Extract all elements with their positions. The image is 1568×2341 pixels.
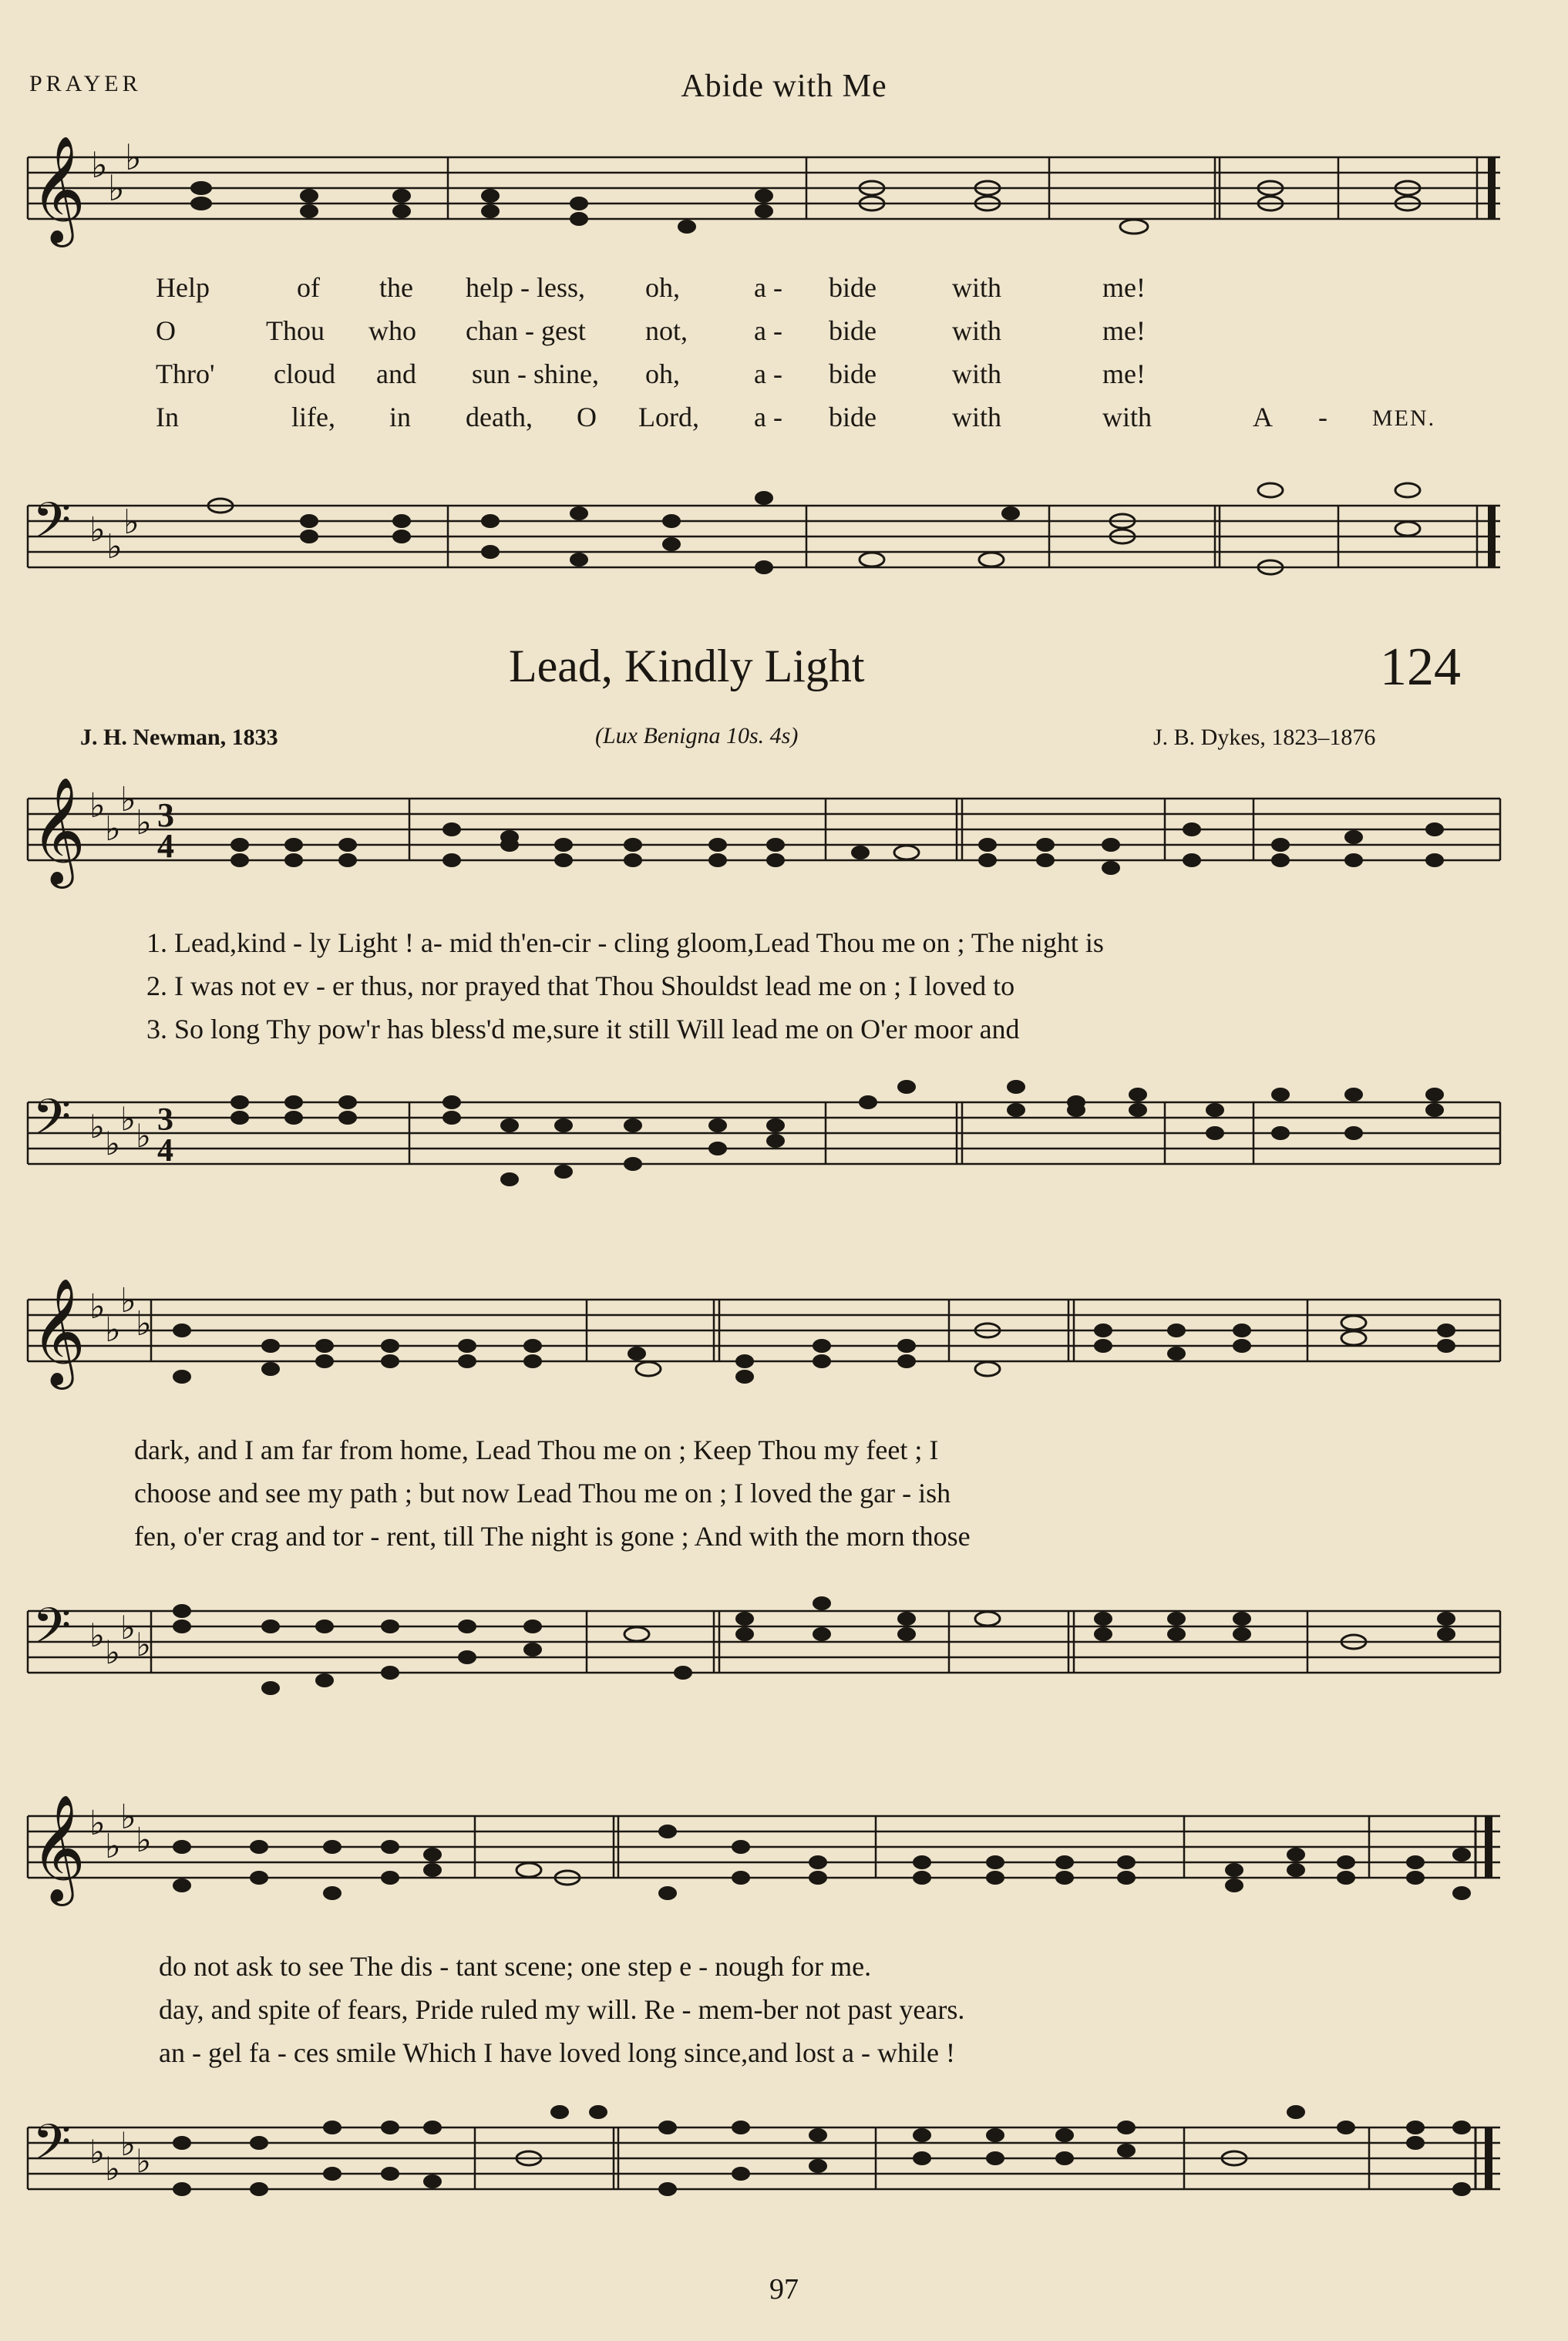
lyric-word: and bbox=[376, 358, 416, 389]
lyric-word: with bbox=[952, 402, 1002, 432]
bass-staff-lead-2 bbox=[28, 1572, 1500, 1727]
svg-text:𝄞: 𝄞 bbox=[31, 777, 86, 884]
composer-credit: J. B. Dykes, 1823–1876 bbox=[1153, 725, 1376, 750]
hymn-title-lead: Lead, Kindly Light bbox=[509, 641, 865, 691]
svg-text:♭: ♭ bbox=[123, 503, 140, 541]
svg-text:♭: ♭ bbox=[120, 1282, 136, 1320]
bass-staff-lead-3 bbox=[28, 2081, 1500, 2235]
svg-text:𝄢: 𝄢 bbox=[32, 1598, 72, 1667]
hymn-title-abide: Abide with Me bbox=[681, 69, 887, 104]
lyric-word: Thro' bbox=[156, 358, 215, 389]
tune-name: (Lux Benigna 10s. 4s) bbox=[595, 723, 799, 748]
lyric-word: me! bbox=[1102, 315, 1146, 346]
lyric-line: choose and see my path ; but now Lead Thou me on ; I loved the gar - ish bbox=[134, 1478, 951, 1509]
treble-staff-lead-3 bbox=[28, 1788, 1500, 1942]
lyric-word: who bbox=[368, 315, 416, 346]
svg-text:♭: ♭ bbox=[105, 1828, 121, 1865]
lyric-word: bide bbox=[829, 358, 877, 389]
svg-text:♭: ♭ bbox=[120, 1611, 136, 1646]
lyric-word: Thou bbox=[266, 315, 325, 346]
lyric-word: me! bbox=[1102, 272, 1146, 303]
svg-text:♭: ♭ bbox=[120, 1102, 136, 1138]
lyric-line: an - gel fa - ces smile Which I have loved long since,and lost a - while ! bbox=[159, 2037, 955, 2068]
lyric-word: bide bbox=[829, 315, 877, 346]
lyric-word: bide bbox=[829, 272, 877, 303]
lyric-word: not, bbox=[645, 315, 688, 346]
svg-text:♭: ♭ bbox=[136, 804, 152, 842]
treble-staff-lead-1 bbox=[28, 771, 1500, 925]
svg-text:♭: ♭ bbox=[125, 138, 142, 177]
lyric-word: sun - shine, bbox=[472, 358, 599, 389]
svg-text:♭: ♭ bbox=[136, 2144, 151, 2180]
svg-text:𝄞: 𝄞 bbox=[31, 136, 86, 243]
svg-text:𝄢: 𝄢 bbox=[32, 1089, 72, 1159]
lyric-word: with bbox=[952, 315, 1002, 346]
svg-text:♭: ♭ bbox=[120, 2127, 136, 2163]
lyric-word: with bbox=[952, 358, 1002, 389]
svg-text:♭: ♭ bbox=[136, 1305, 152, 1343]
page-number: 97 bbox=[769, 2273, 799, 2306]
svg-text:𝄞: 𝄞 bbox=[31, 1278, 86, 1385]
svg-text:♭: ♭ bbox=[89, 787, 106, 825]
lyric-word: Help bbox=[156, 272, 210, 303]
lyric-word: chan - gest bbox=[466, 315, 586, 346]
treble-staff-abide bbox=[28, 136, 1500, 270]
svg-text:♭: ♭ bbox=[105, 810, 121, 848]
lyric-word: a - bbox=[754, 272, 782, 303]
svg-text:♭: ♭ bbox=[105, 1311, 121, 1349]
svg-text:♭: ♭ bbox=[136, 1821, 152, 1859]
lyric-line: 1. Lead,kind - ly Light ! a- mid th'en-cir - cling gloom,Lead Thou me on ; The night is bbox=[146, 927, 1104, 958]
amen-dash: - bbox=[1318, 402, 1327, 432]
author-credit: J. H. Newman, 1833 bbox=[80, 725, 278, 750]
bass-staff-abide bbox=[28, 470, 1500, 617]
lyric-word: O bbox=[577, 402, 597, 432]
lyric-word: bide bbox=[829, 402, 877, 432]
lyric-line: do not ask to see The dis - tant scene; one step e - nough for me. bbox=[159, 1951, 872, 1982]
treble-staff-lead-2 bbox=[28, 1272, 1500, 1426]
lyric-line: 2. I was not ev - er thus, nor prayed that Thou Shouldst lead me on ; I loved to bbox=[146, 970, 1015, 1001]
svg-text:𝄢: 𝄢 bbox=[32, 493, 72, 562]
svg-text:♭: ♭ bbox=[120, 1798, 136, 1836]
svg-text:♭: ♭ bbox=[89, 1805, 106, 1842]
lyric-line: dark, and I am far from home, Lead Thou me on ; Keep Thou my feet ; I bbox=[134, 1435, 939, 1465]
svg-text:♭: ♭ bbox=[89, 2135, 105, 2171]
svg-text:♭: ♭ bbox=[108, 169, 125, 208]
svg-text:♭: ♭ bbox=[89, 1288, 106, 1326]
svg-text:♭: ♭ bbox=[105, 2152, 120, 2188]
svg-text:♭: ♭ bbox=[136, 1628, 151, 1663]
svg-text:𝄢: 𝄢 bbox=[32, 2114, 72, 2184]
lyric-word: death, bbox=[466, 402, 533, 432]
lyric-word: me! bbox=[1102, 358, 1146, 389]
svg-text:♭: ♭ bbox=[91, 146, 108, 185]
lyric-word: a - bbox=[754, 358, 782, 389]
lyric-word: life, bbox=[291, 402, 335, 432]
amen-men: MEN. bbox=[1372, 405, 1436, 431]
lyric-line: day, and spite of fears, Pride ruled my will. Re - mem-ber not past years. bbox=[159, 1994, 965, 2025]
lyric-line: fen, o'er crag and tor - rent, till The night is gone ; And with the morn those bbox=[134, 1521, 971, 1552]
lyric-word: in bbox=[389, 402, 412, 432]
hymn-number: 124 bbox=[1380, 637, 1461, 697]
svg-text:♭: ♭ bbox=[106, 528, 123, 566]
time-sig-bottom-bass: 4 bbox=[157, 1133, 173, 1169]
lyric-word: In bbox=[156, 402, 179, 432]
time-sig-bottom: 4 bbox=[157, 827, 174, 865]
lyric-word: Lord, bbox=[638, 402, 699, 432]
lyric-word: with bbox=[952, 272, 1002, 303]
lyric-word: the bbox=[379, 272, 413, 303]
lyric-word: oh, bbox=[645, 358, 680, 389]
svg-text:♭: ♭ bbox=[89, 1110, 105, 1145]
bass-staff-lead-1 bbox=[28, 1064, 1500, 1218]
lyric-word: a - bbox=[754, 402, 782, 432]
lyric-word: oh, bbox=[645, 272, 680, 303]
lyric-word: help - less, bbox=[466, 272, 585, 303]
lyric-word: O bbox=[156, 315, 176, 346]
lyric-line: 3. So long Thy pow'r has bless'd me,sure it still Will lead me on O'er moor and bbox=[146, 1014, 1020, 1044]
lyric-word: with bbox=[1102, 402, 1152, 432]
svg-text:♭: ♭ bbox=[105, 1127, 120, 1162]
lyric-word: cloud bbox=[274, 358, 335, 389]
amen-a: A bbox=[1253, 402, 1273, 432]
section-label: PRAYER bbox=[29, 71, 142, 96]
svg-text:♭: ♭ bbox=[89, 511, 106, 549]
time-sig-top-bass: 3 bbox=[157, 1102, 173, 1138]
svg-text:𝄞: 𝄞 bbox=[31, 1794, 86, 1902]
time-sig-top: 3 bbox=[157, 796, 174, 834]
lyric-word: of bbox=[297, 272, 320, 303]
svg-text:♭: ♭ bbox=[89, 1619, 105, 1654]
svg-text:♭: ♭ bbox=[120, 781, 136, 819]
svg-text:♭: ♭ bbox=[105, 1636, 120, 1671]
svg-text:♭: ♭ bbox=[136, 1119, 151, 1155]
lyric-word: a - bbox=[754, 315, 782, 346]
